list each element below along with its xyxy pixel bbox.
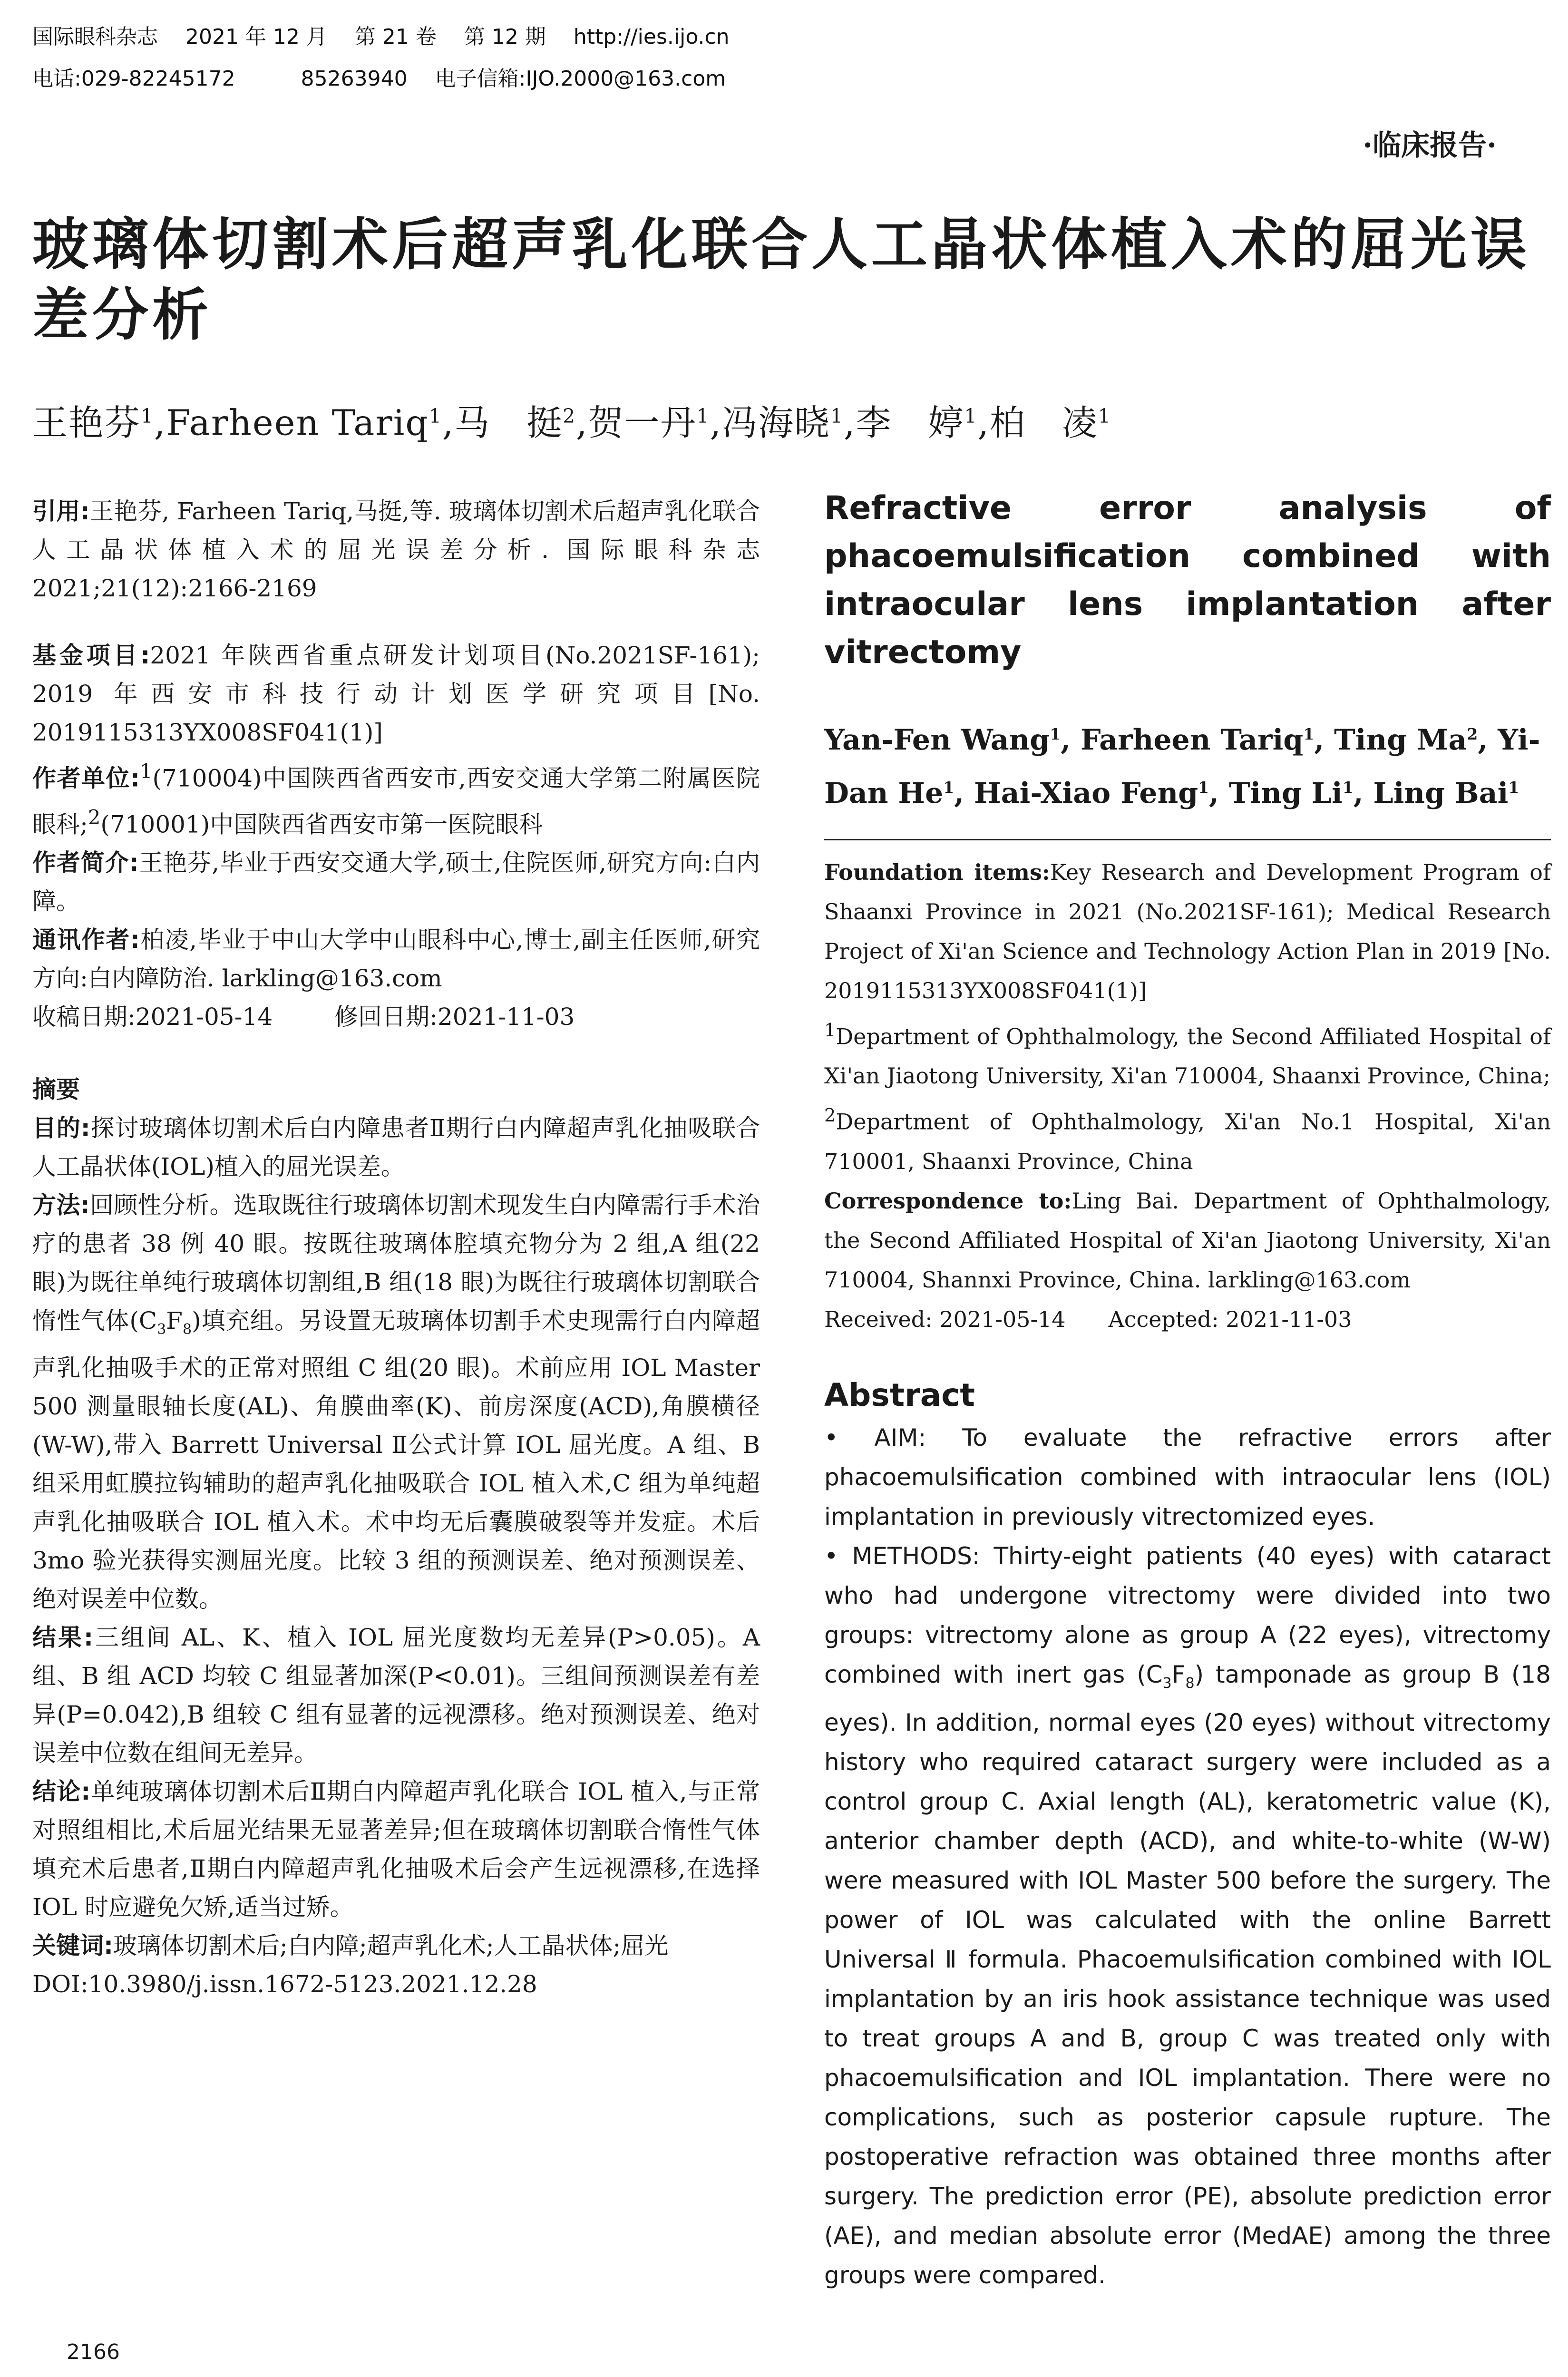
author-zh: 李 婷 xyxy=(856,402,964,444)
citation: 引用:王艳芬, Farheen Tariq,马挺,等. 玻璃体切割术后超声乳化联合人工晶状体植入术的屈光误差分析. 国际眼科杂志 2021;21(12):2166-2169 xyxy=(32,497,760,602)
email: 电子信箱:IJO.2000@163.com xyxy=(435,67,726,91)
right-column xyxy=(824,484,1551,2295)
phone2: 85263940 xyxy=(301,67,408,91)
abstract-heading-zh: 摘要 xyxy=(32,1076,80,1104)
authors-zh: 王艳芬$^1$,Farheen Tariq$^1$,马 挺$^2$,贺一丹$^1$,冯海晓$^1$,李 婷$^1$,柏 凌$^1$ xyxy=(32,402,1111,444)
issue: 第 12 期 xyxy=(464,25,546,49)
dates: 收稿日期:2021-05-14 修回日期:2021-11-03 xyxy=(32,1003,575,1031)
dates-en: Received: 2021-05-14 Accepted: 2021-11-03 xyxy=(824,1306,1352,1332)
volume: 第 21 卷 xyxy=(354,25,437,49)
authors-en: Yan-Fen Wang$^1$, Farheen Tariq$^1$, Ting Ma$^2$, Yi-Dan He$^1$, Hai-Xiao Feng$^1$, Ting Li$^1$, Ling Bai$^1$ xyxy=(824,723,1540,810)
abstract-methods-en: • METHODS: Thirty-eight patients (40 eyes) with cataract who had undergone vitrectomy were divided into two groups: vitrectomy alone as group A (22 eyes), vitrectomy combined with inert gas $(C_3F_8)$ tamponade as group B (18 eyes). In addition, normal eyes (20 eyes) without vitrectomy history who required cataract surgery were included as a control group C. Axial length (AL), keratometric value (K), anterior chamber depth (ACD), and white-to-white (W-W) were measured with IOL Master 500 before the surgery. The power of IOL was calculated with the online Barrett Universal Ⅱ formula. Phacoemulsification combined with IOL implantation by an iris hook assistance technique was used to treat groups A and B, group C was treated only with phacoemulsification and IOL implantation. There were no complications, such as posterior capsule rupture. The postoperative refraction was obtained three months after surgery. The prediction error (PE), absolute prediction error (AE), and median absolute error (MedAE) among the three groups were compared. xyxy=(824,1542,1551,2289)
contact-header xyxy=(32,66,753,92)
issue-date: 2021 年 12 月 xyxy=(185,25,327,49)
title-en: Refractive error analysis of phacoemulsification combined with intraocular lens implantation after vitrectomy xyxy=(824,489,1551,671)
affiliation: 作者单位:$^1$(710004)中国陕西省西安市,西安交通大学第二附属医院眼科;$^2$(710001)中国陕西省西安市第一医院眼科 xyxy=(32,760,760,838)
correspondence-en: Correspondence to:Ling Bai. Department of Ophthalmology, the Second Affiliated Hospital of Xi'an Jiaotong University, Xi'an 710004, Shannxi Province, China. larkling@163.com xyxy=(824,1188,1551,1293)
author-zh: 王艳芬 xyxy=(32,402,141,444)
journal-name: 国际眼科杂志 xyxy=(32,25,158,49)
foundation-items: Foundation items:Key Research and Development Program of Shaanxi Province in 2021 (No.2021SF-161); Medical Research Project of Xi'an Science and Technology Action Plan in 2019 [No. 2019115313YX008SF041(1)] xyxy=(824,859,1551,1003)
fund: 基金项目:2021 年陕西省重点研发计划项目(No.2021SF-161); 2019 年西安市科技行动计划医学研究项目[No. 2019115313YX008SF041(1)] xyxy=(32,642,760,746)
abstract-aim-en: • AIM: To evaluate the refractive errors after phacoemulsification combined with intraocular lens (IOL) implantation in previously vitrectomized eyes. xyxy=(824,1423,1551,1530)
section-tag: ·临床报告· xyxy=(1363,129,1497,162)
left-column xyxy=(32,492,760,2004)
page-number: 2166 xyxy=(67,2340,120,2364)
abstract-aim: 目的:探讨玻璃体切割术后白内障患者Ⅱ期行白内障超声乳化抽吸联合人工晶状体(IOL)植入的屈光误差。 xyxy=(32,1114,760,1181)
department-2: $^2$Department of Ophthalmology, Xi'an No.1 Hospital, Xi'an 710001, Shaanxi Province, China xyxy=(824,1105,1551,1174)
journal-header xyxy=(32,24,757,50)
abstract-heading-en: Abstract xyxy=(824,1376,975,1413)
divider xyxy=(824,839,1551,840)
author-zh: 贺一丹 xyxy=(588,402,697,444)
title-zh: 玻璃体切割术后超声乳化联合人工晶状体植入术的屈光误差分析 xyxy=(32,212,1531,348)
corresponding-author: 通讯作者:柏凌,毕业于中山大学中山眼科中心,博士,副主任医师,研究方向:白内障防治. larkling@163.com xyxy=(32,926,760,993)
author-zh: 柏 凌 xyxy=(989,402,1098,444)
author-zh: 冯海晓 xyxy=(722,402,831,444)
author-profile: 作者简介:王艳芬,毕业于西安交通大学,硕士,住院医师,研究方向:白内障。 xyxy=(32,849,760,916)
foundation-en xyxy=(824,853,1551,1339)
author-zh: Farheen Tariq xyxy=(166,402,429,444)
keywords: 关键词:玻璃体切割术后;白内障;超声乳化术;人工晶状体;屈光 xyxy=(32,1932,669,1960)
abstract-results: 结果:三组间 AL、K、植入 IOL 屈光度数均无差异(P>0.05)。A 组、B 组 ACD 均较 C 组显著加深(P<0.01)。三组间预测误差有差异(P=0.042),B 组较 C 组有显著的远视漂移。绝对预测误差、绝对误差中位数在组间无差异。 xyxy=(32,1624,760,1767)
abstract-conclusion: 结论:单纯玻璃体切割术后Ⅱ期白内障超声乳化联合 IOL 植入,与正常对照组相比,术后屈光结果无显著差异;但在玻璃体切割联合惰性气体填充术后患者,Ⅱ期白内障超声乳化抽吸术后会产生远视漂移,在选择 IOL 时应避免欠矫,适当过矫。 xyxy=(32,1778,760,1921)
abstract-methods: 方法:回顾性分析。选取既往行玻璃体切割术现发生白内障需行手术治疗的患者 38 例 40 眼。按既往玻璃体腔填充物分为 2 组,A 组(22 眼)为既往单纯行玻璃体切割组,B 组(18 眼)为既往行玻璃体切割联合惰性气体$(C_3F_8)$填充组。另设置无玻璃体切割手术史现需行白内障超声乳化抽吸手术的正常对照组 C 组(20 眼)。术前应用 IOL Master 500 测量眼轴长度(AL)、角膜曲率(K)、前房深度(ACD),角膜横径(W-W),带入 Barrett Universal Ⅱ公式计算 IOL 屈光度。A 组、B 组采用虹膜拉钩辅助的超声乳化抽吸联合 IOL 植入术,C 组为单纯超声乳化抽吸联合 IOL 植入术。术中均无后囊膜破裂等并发症。术后 3mo 验光获得实测屈光度。比较 3 组的预测误差、绝对预测误差、绝对误差中位数。 xyxy=(32,1191,760,1613)
abstract-en xyxy=(824,1418,1551,2295)
journal-url[interactable]: http://ies.ijo.cn xyxy=(573,25,730,49)
doi[interactable]: DOI:10.3980/j.issn.1672-5123.2021.12.28 xyxy=(32,1970,537,1998)
department-1: $^1$Department of Ophthalmology, the Second Affiliated Hospital of Xi'an Jiaotong University, Xi'an 710004, Shaanxi Province, China; xyxy=(824,1020,1551,1089)
author-zh: 马 挺 xyxy=(454,402,563,444)
phone: 电话:029-82245172 xyxy=(32,67,235,91)
